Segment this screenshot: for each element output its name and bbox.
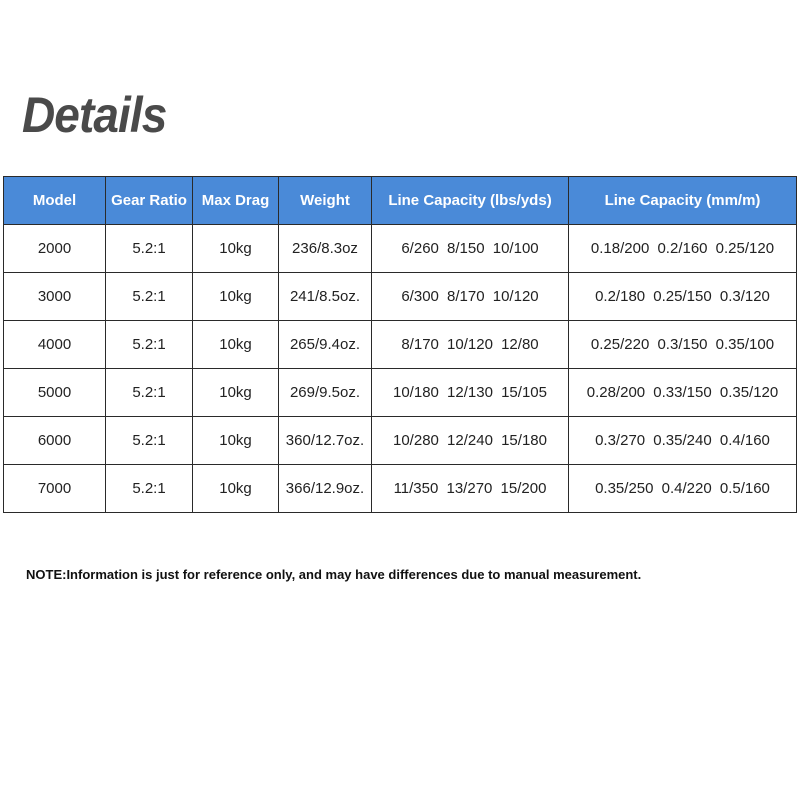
cell-weight: 241/8.5oz. <box>279 273 372 321</box>
cell-model: 2000 <box>4 225 106 273</box>
cell-weight: 269/9.5oz. <box>279 369 372 417</box>
spec-table <box>3 176 797 513</box>
cell-line-capacity-lbs: 6/260 8/150 10/100 <box>372 225 569 273</box>
cell-max-drag: 10kg <box>193 273 279 321</box>
cell-model: 5000 <box>4 369 106 417</box>
cell-line-capacity-lbs: 6/300 8/170 10/120 <box>372 273 569 321</box>
table-row <box>4 321 797 369</box>
cell-weight: 360/12.7oz. <box>279 417 372 465</box>
cell-weight: 265/9.4oz. <box>279 321 372 369</box>
cell-line-capacity-lbs: 10/180 12/130 15/105 <box>372 369 569 417</box>
cell-weight: 366/12.9oz. <box>279 465 372 513</box>
cell-model: 4000 <box>4 321 106 369</box>
column-header-gear-ratio: Gear Ratio <box>106 177 193 225</box>
cell-line-capacity-mm: 0.3/270 0.35/240 0.4/160 <box>569 417 797 465</box>
cell-line-capacity-lbs: 11/350 13/270 15/200 <box>372 465 569 513</box>
cell-gear-ratio: 5.2:1 <box>106 417 193 465</box>
table-row <box>4 225 797 273</box>
cell-gear-ratio: 5.2:1 <box>106 465 193 513</box>
cell-line-capacity-lbs: 10/280 12/240 15/180 <box>372 417 569 465</box>
cell-max-drag: 10kg <box>193 369 279 417</box>
table-row <box>4 369 797 417</box>
table-row <box>4 417 797 465</box>
page-title: Details <box>22 87 167 143</box>
cell-gear-ratio: 5.2:1 <box>106 369 193 417</box>
cell-line-capacity-mm: 0.2/180 0.25/150 0.3/120 <box>569 273 797 321</box>
cell-line-capacity-mm: 0.28/200 0.33/150 0.35/120 <box>569 369 797 417</box>
cell-model: 6000 <box>4 417 106 465</box>
cell-line-capacity-mm: 0.35/250 0.4/220 0.5/160 <box>569 465 797 513</box>
column-header-weight: Weight <box>279 177 372 225</box>
cell-max-drag: 10kg <box>193 417 279 465</box>
cell-line-capacity-lbs: 8/170 10/120 12/80 <box>372 321 569 369</box>
column-header-max-drag: Max Drag <box>193 177 279 225</box>
cell-gear-ratio: 5.2:1 <box>106 225 193 273</box>
cell-weight: 236/8.3oz <box>279 225 372 273</box>
cell-line-capacity-mm: 0.25/220 0.3/150 0.35/100 <box>569 321 797 369</box>
table-row <box>4 273 797 321</box>
cell-line-capacity-mm: 0.18/200 0.2/160 0.25/120 <box>569 225 797 273</box>
cell-gear-ratio: 5.2:1 <box>106 273 193 321</box>
cell-max-drag: 10kg <box>193 225 279 273</box>
column-header-model: Model <box>4 177 106 225</box>
table-row <box>4 465 797 513</box>
table-header-row <box>4 177 797 225</box>
column-header-line-capacity-lbs: Line Capacity (lbs/yds) <box>372 177 569 225</box>
cell-model: 3000 <box>4 273 106 321</box>
cell-max-drag: 10kg <box>193 321 279 369</box>
cell-max-drag: 10kg <box>193 465 279 513</box>
cell-gear-ratio: 5.2:1 <box>106 321 193 369</box>
reference-note: NOTE:Information is just for reference only, and may have differences due to manual measurement. <box>26 567 642 582</box>
cell-model: 7000 <box>4 465 106 513</box>
column-header-line-capacity-mm: Line Capacity (mm/m) <box>569 177 797 225</box>
